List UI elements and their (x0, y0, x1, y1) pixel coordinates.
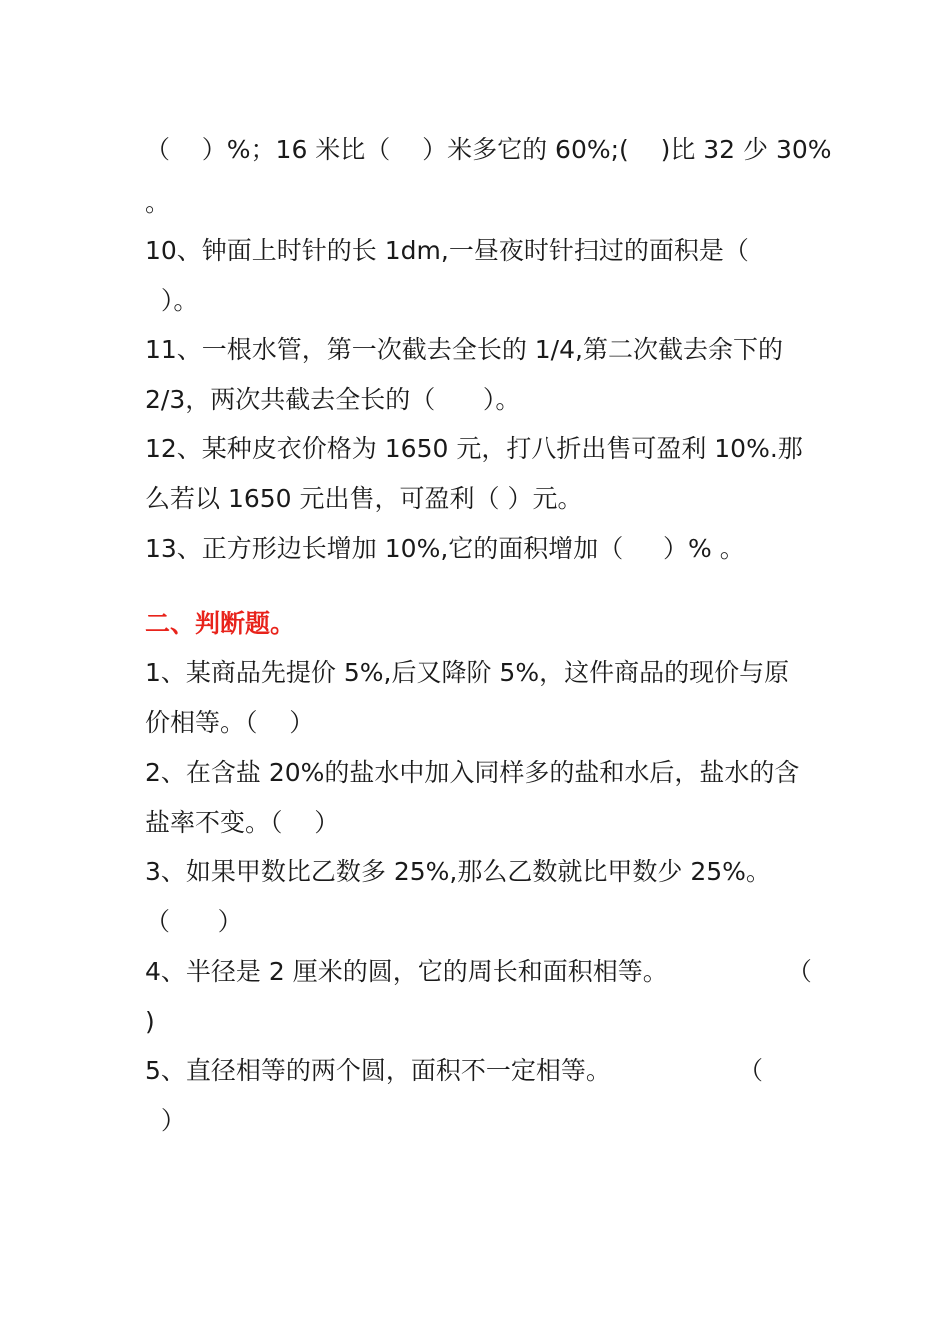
question-10-line-1: 10、钟面上时针的长 1dm,一昼夜时针扫过的面积是（ (145, 236, 749, 265)
question-11-line-1: 11、一根水管，第一次截去全长的 1/4,第二次截去余下的 (145, 335, 783, 364)
judgement-question-1-line-1: 1、某商品先提价 5%,后又降阶 5%，这件商品的现价与原 (145, 658, 790, 687)
question-12-line-1: 12、某种皮衣价格为 1650 元，打八折出售可盈利 10%.那 (145, 434, 803, 463)
judgement-question-5-line-1: 5、直径相等的两个圆，面积不一定相等。 （ (145, 1056, 764, 1085)
question-13-line-1: 13、正方形边长增加 10%,它的面积增加（ ）% 。 (145, 534, 745, 563)
judgement-question-3-line-2: （ ） (145, 907, 243, 936)
judgement-question-4-line-2: ) (145, 1007, 155, 1036)
judgement-question-3-line-1: 3、如果甲数比乙数多 25%,那么乙数就比甲数少 25%。 (145, 857, 771, 886)
judgement-question-2-line-2: 盐率不变。（ ） (145, 808, 340, 837)
question-10-line-2: ）。 (145, 286, 199, 315)
question-11-line-2: 2/3，两次共截去全长的（ ）。 (145, 385, 521, 414)
judgement-question-1-line-2: 价相等。（ ） (145, 708, 315, 737)
judgement-question-2-line-1: 2、在含盐 20%的盐水中加入同样多的盐和水后，盐水的含 (145, 758, 800, 787)
judgement-question-4-line-1: 4、半径是 2 厘米的圆，它的周长和面积相等。 （ (145, 957, 812, 986)
judgement-question-5-line-2: ） (145, 1106, 186, 1135)
fill-in-continuation-line-1: （ ）%；16 米比（ ）米多它的 60%;( )比 32 少 30% (145, 135, 832, 164)
fill-in-continuation-line-2: 。 (145, 188, 171, 217)
section-heading-judgement: 二、判断题。 (145, 609, 296, 638)
question-12-line-2: 么若以 1650 元出售，可盈利（ ）元。 (145, 484, 583, 513)
